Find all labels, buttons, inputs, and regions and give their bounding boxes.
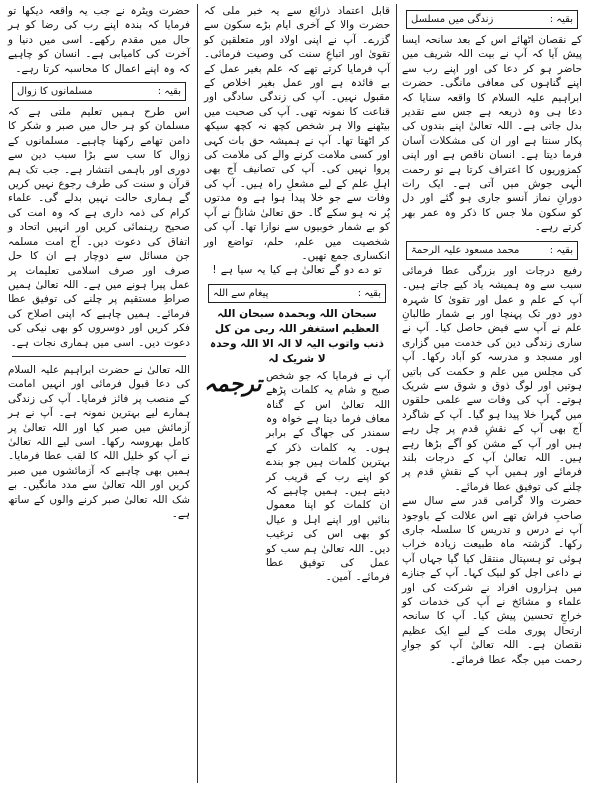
header-label: بقیہ : [549, 14, 573, 25]
column-middle [202, 4, 392, 783]
column-right [400, 4, 584, 783]
article-paragraph: کے نقصان اٹھائے اس کے بعد سانحہ ایسا پیش آیا کہ آپ نے بیت اللہ شریف میں حاضر ہو کر دعا کی اور اپنے رب سے اپنے گناہوں کی معافی مانگی۔ حضرت ابراہیم علیہ السلام کا واقعہ سنایا کہ دعا ہی وہ ذریعہ ہے جس سے تقدیر بدل جاتی ہے۔ اللہ تعالیٰ اپنے بندوں کی پکار سنتا ہے اور ان کی مشکلات آسان فرما دیتا ہے۔ انسان ناقص ہے اور اپنی کمزوریوں کا اعتراف کرتا ہے تو رحمت الٰہی جوش میں آتی ہے۔ ایک رات دورانِ نماز آنسو جاری ہو گئے اور دل کو سکون ملا جس کا ذکر وہ عمر بھر کرتے رہے۔ [402, 34, 582, 234]
header-title: مسلمانوں کا زوال [17, 86, 93, 98]
column-divider [396, 4, 397, 783]
translation-block [202, 369, 392, 585]
continuation-header [406, 10, 578, 29]
continuation-header [406, 241, 578, 260]
article-paragraph: حضرت والا گرامی قدر سے سال سے صاحبِ فراش تھے اس علالت کے باوجود آپ نے درس و تدریس کا سلسلہ جاری رکھا۔ گزشتہ ماہ طبیعت زیادہ خراب ہوئی تو ہسپتال منتقل کیا گیا جہاں آپ نے داعی اجل کو لبیک کہا۔ آپ کے جنازے میں ہزاروں افراد نے شرکت کی اور علماء و مشائخ نے آپ کی خدمات کو خراجِ تحسین پیش کیا۔ آپ کا سانحہ ارتحال پوری ملت کے لیے ایک عظیم نقصان ہے۔ اللہ تعالیٰ آپ کو جوارِ رحمت میں جگہ عطا فرمائے۔ [402, 495, 582, 666]
article-paragraph: آپ نے فرمایا کہ جو شخص صبح و شام یہ کلمات پڑھے اللہ تعالیٰ اس کے گناہ معاف فرما دیتا ہے خواہ وہ سمندر کی جھاگ کے برابر ہوں۔ یہ کلمات ذکر کے بہترین کلمات ہیں جو بندے کو اپنے رب کے قریب کر دیتے ہیں۔ ہمیں چاہیے کہ ان کلمات کو اپنا معمول بنائیں اور اپنے اہل و عیال کو بھی اس کی ترغیب دیں۔ اللہ تعالیٰ ہم سب کو عمل کی توفیق عطا فرمائے۔ آمین۔ [266, 369, 390, 584]
header-title: زندگی میں مسلسل [411, 14, 494, 25]
continuation-header [12, 82, 186, 101]
translation-label: ترجمہ [204, 370, 262, 397]
column-left [6, 4, 192, 783]
article-paragraph: اس طرح ہمیں تعلیم ملتی ہے کہ مسلمان کو ہر حال میں صبر و شکر کا دامن تھامے رکھنا چاہیے۔ مسلمانوں کے زوال کا سب سے بڑا سبب دین سے دوری اور باہمی انتشار ہے۔ جب تک ہم قرآن و سنت کی طرف رجوع نہیں کریں گے ہماری حالت نہیں بدلے گی۔ علماء کرام کی ذمہ داری ہے کہ وہ امت کی صحیح رہنمائی کریں اور انہیں اتحاد و اتفاق کی دعوت دیں۔ آج امت مسلمہ جن مسائل سے دوچار ہے ان کا حل صرف اور صرف اسلامی تعلیمات پر عمل پیرا ہونے میں ہے۔ اللہ تعالیٰ ہمیں صراطِ مستقیم پر چلنے کی توفیق عطا فرمائے۔ ہمیں چاہیے کہ اپنی اصلاح کی فکر کریں اور دوسروں کو بھی نیکی کی دعوت دیں۔ اسی میں ہماری نجات ہے۔ [8, 106, 190, 349]
column-divider [197, 4, 198, 783]
section-divider [12, 356, 186, 357]
article-paragraph: اللہ تعالیٰ نے حضرت ابراہیم علیہ السلام کی دعا قبول فرمائی اور انہیں امامت کے منصب پر فائز فرمایا۔ آپ کی زندگی ہمارے لیے بہترین نمونہ ہے۔ آپ نے ہر آزمائش میں صبر کیا اور اللہ تعالیٰ پر کامل بھروسہ رکھا۔ اسی لیے اللہ تعالیٰ نے آپ کو خلیل اللہ کا لقب عطا فرمایا۔ ہمیں بھی چاہیے کہ آزمائشوں میں صبر کریں اور اللہ تعالیٰ سے مدد مانگیں۔ بے شک اللہ تعالیٰ صبر کرنے والوں کے ساتھ ہے۔ [8, 363, 190, 520]
header-label: بقیہ : [357, 287, 381, 299]
article-paragraph: رفیع درجات اور بزرگی عطا فرمائی سبب سے وہ ہمیشہ یاد کیے جاتے ہیں۔ آپ کے علم و عمل اور تقویٰ کا شہرہ دور دور تک پہنچا اور بے شمار طالبانِ علم نے آپ سے فیض حاصل کیا۔ آپ نے ساری زندگی دین کی خدمت میں گزاری اور مسجد و مدرسہ کو آباد رکھا۔ آپ کی مجلس میں علم و حکمت کی باتیں ہوتیں اور لوگ ذوق و شوق سے شریک ہوتے۔ آپ کی وفات سے علمی حلقوں میں گہرا خلا پیدا ہو گیا۔ آپ کے شاگرد آج بھی آپ کے نقشِ قدم پر چل رہے ہیں اور آپ کے مشن کو آگے بڑھا رہے ہیں۔ اللہ تعالیٰ آپ کے درجات بلند فرمائے اور ہمیں آپ کے نقشِ قدم پر چلنے کی توفیق عطا فرمائے۔ [402, 264, 582, 493]
article-paragraph: حضرت ویٹرہ نے جب یہ واقعہ دیکھا تو فرمایا کہ بندہ اپنے رب کی رضا کو ہر حال میں مقدم رکھے۔ اسی میں دنیا و آخرت کی کامیابی ہے۔ انسان کو چاہیے کہ وہ اپنے اعمال کا محاسبہ کرتا رہے۔ [8, 5, 190, 75]
continuation-header [208, 284, 386, 303]
header-title: محمد مسعود علیہ الرحمۃ [411, 244, 520, 256]
arabic-quote: سبحان اللہ وبحمدہ سبحان اللہ العظیم استغفر اللہ ربی من کل ذنب واتوب الیہ لا الہ الا اللہ وحدہ لا شریک لہ [210, 307, 384, 365]
header-title: پیغام سے اللہ [213, 287, 269, 299]
header-label: بقیہ : [549, 244, 573, 256]
header-label: بقیہ : [157, 86, 181, 98]
article-paragraph: قابل اعتماد ذرائع سے یہ خبر ملی کہ حضرت والا کے آخری ایام بڑے سکون سے گزرے۔ آپ نے اپنی اولاد اور متعلقین کو تقویٰ اور اتباعِ سنت کی وصیت فرمائی۔ آپ فرمایا کرتے تھے کہ علم بغیر عمل کے بے فائدہ ہے اور عمل بغیر اخلاص کے مقبول نہیں۔ آپ کی زندگی سادگی اور قناعت کا نمونہ تھی۔ آپ کی صحبت میں بیٹھنے والا ہر شخص کچھ نہ کچھ سیکھ کر اٹھتا تھا۔ آپ نے ہمیشہ حق بات کہی اور کسی ملامت کرنے والے کی ملامت کی پروا نہیں کی۔ آپ کی تصانیف آج بھی اہلِ علم کے لیے مشعلِ راہ ہیں۔ آپ کی وفات سے جو خلا پیدا ہوا ہے وہ مدتوں پُر نہ ہو سکے گا۔ حق تعالیٰ شانہٗ نے آپ کو بے شمار خوبیوں سے نوازا تھا۔ آپ کی شخصیت میں علم، حلم، تواضع اور انکساری جمع تھیں۔ [204, 5, 390, 262]
closing-line: تو دے دو گے تعالیٰ ہے کیا یہ سیا ہے ! [212, 264, 382, 277]
